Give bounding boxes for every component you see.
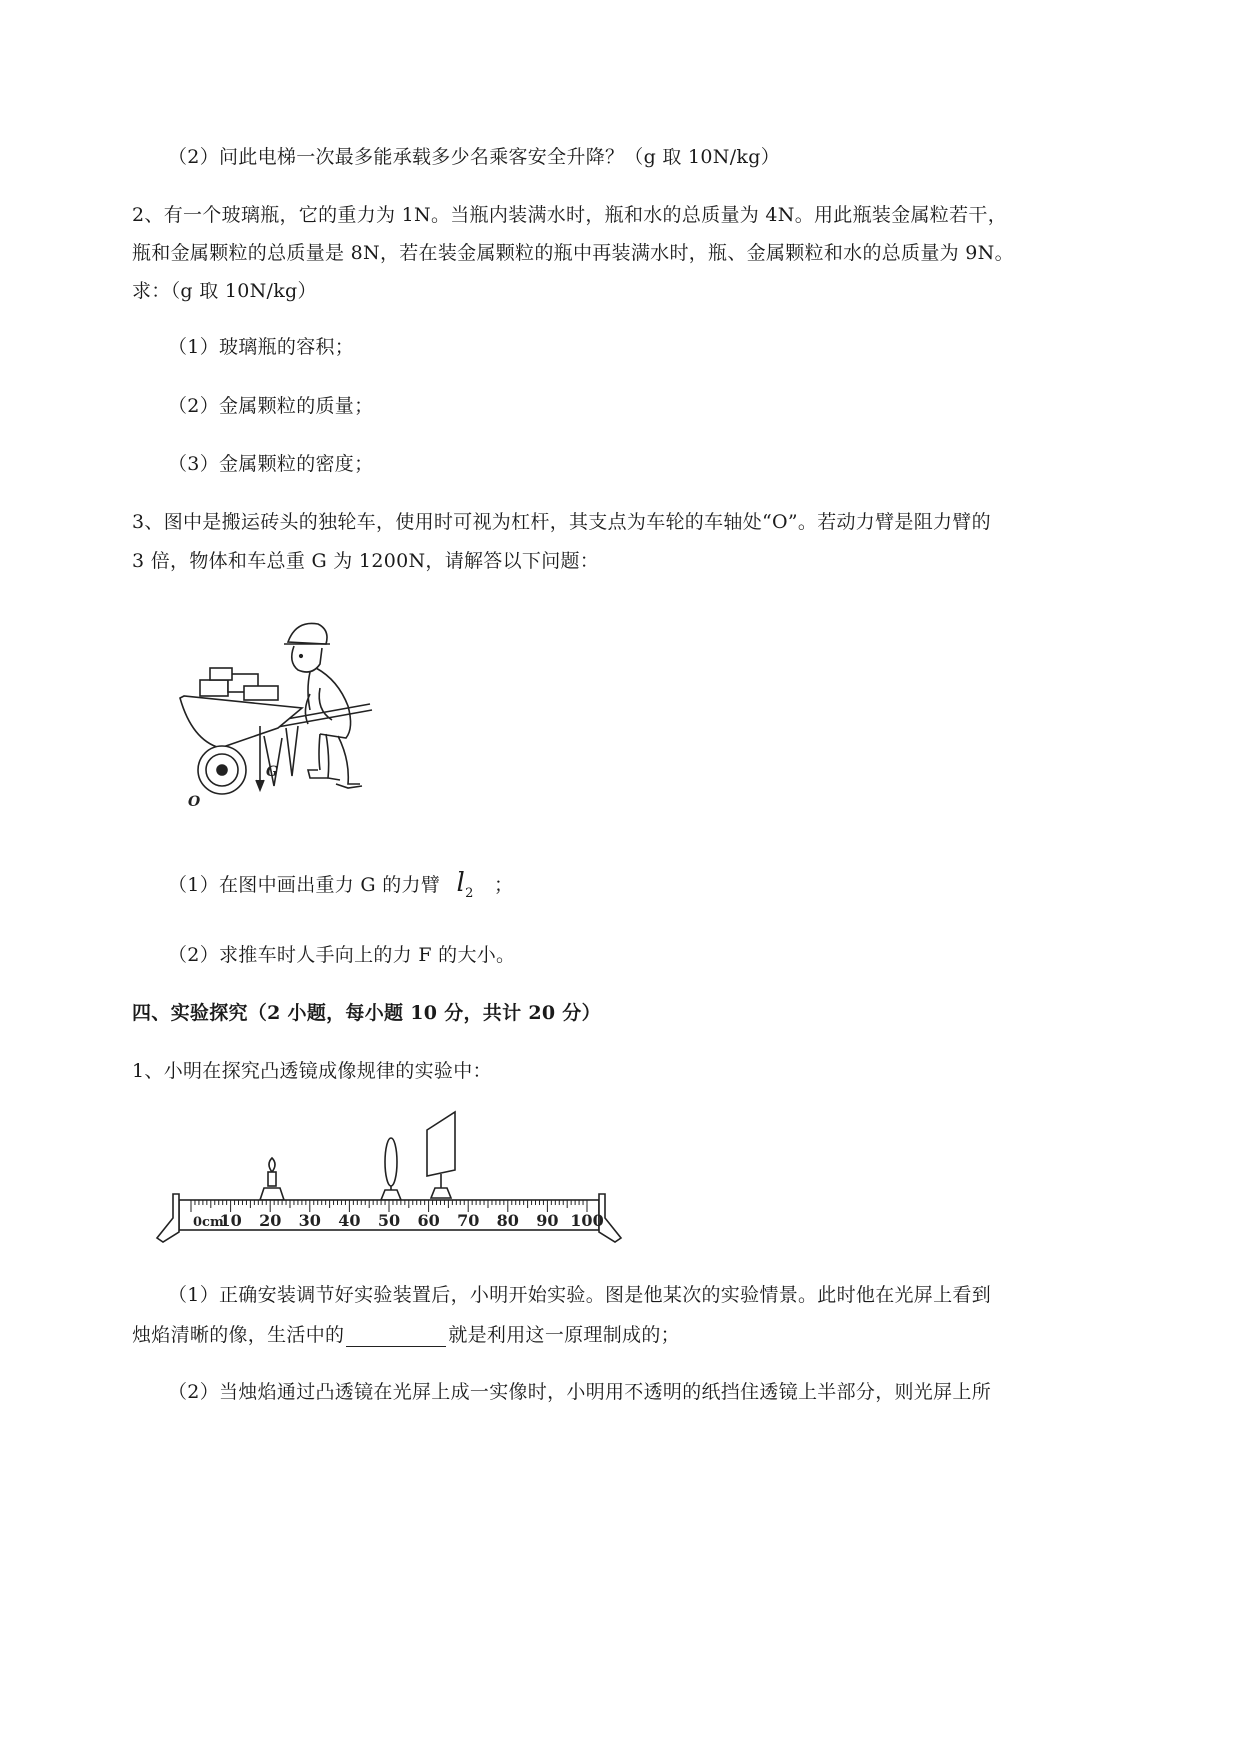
q1-part2: （2）问此电梯一次最多能承载多少名乘客安全升降？（g 取 10N/kg） bbox=[168, 146, 781, 168]
label-g: G bbox=[266, 764, 278, 780]
optical-bench-figure bbox=[155, 1108, 635, 1248]
ruler-label: 70 bbox=[457, 1211, 480, 1230]
part1-line2-end: 就是利用这一原理制成的； bbox=[448, 1324, 680, 1346]
ruler-label: 80 bbox=[496, 1211, 519, 1230]
ruler-label: 40 bbox=[338, 1211, 361, 1230]
s4-q1-part1-line2 bbox=[132, 1320, 680, 1347]
s4-q1-part1-line1: （1）正确安装调节好实验装置后，小明开始实验。图是他某次的实验情景。此时他在光屏上看到 bbox=[168, 1284, 991, 1306]
ruler-label: 50 bbox=[377, 1211, 401, 1230]
q3-stem-line1: 3、图中是搬运砖头的独轮车，使用时可视为杠杆，其支点为车轮的车轴处“O”。若动力臂是阻力臂的 bbox=[132, 511, 991, 533]
q2-part3: （3）金属颗粒的密度； bbox=[168, 453, 374, 475]
wheelbarrow-figure bbox=[170, 610, 390, 820]
q2-part2: （2）金属颗粒的质量； bbox=[168, 395, 374, 417]
q3-part1-text: （1）在图中画出重力 G 的力臂 bbox=[168, 874, 441, 896]
part1-line2-text: 烛焰清晰的像，生活中的 bbox=[132, 1324, 345, 1346]
q2-stem-line3: 求：（g 取 10N/kg） bbox=[132, 280, 317, 302]
ruler-label: 10 bbox=[219, 1211, 242, 1230]
q2-part1: （1）玻璃瓶的容积； bbox=[168, 336, 355, 358]
ruler-label: 100 bbox=[570, 1211, 604, 1230]
q2-stem-line2: 瓶和金属颗粒的总质量是 8N，若在装金属颗粒的瓶中再装满水时，瓶、金属颗粒和水的总质量为 9N。 bbox=[132, 242, 1014, 264]
ruler-label: 0cm bbox=[193, 1215, 224, 1230]
q3-part1-end: ； bbox=[494, 874, 514, 896]
lever-arm-symbol: $l_2$ bbox=[456, 868, 474, 902]
s4-q1-stem: 1、小明在探究凸透镜成像规律的实验中： bbox=[132, 1060, 492, 1082]
q3-stem-line2: 3 倍，物体和车总重 G 为 1200N，请解答以下问题： bbox=[132, 550, 600, 572]
ruler-label: 60 bbox=[417, 1211, 440, 1230]
q2-stem-line1: 2、有一个玻璃瓶，它的重力为 1N。当瓶内装满水时，瓶和水的总质量为 4N。用此瓶装金属粒若干， bbox=[132, 204, 1007, 226]
label-o: O bbox=[188, 794, 201, 810]
section4-heading: 四、实验探究（2 小题，每小题 10 分，共计 20 分） bbox=[132, 1002, 601, 1024]
answer-blank[interactable] bbox=[346, 1328, 446, 1347]
ruler-label: 30 bbox=[298, 1211, 321, 1230]
q3-part2: （2）求推车时人手向上的力 F 的大小。 bbox=[168, 944, 516, 966]
s4-q1-part2-line1: （2）当烛焰通过凸透镜在光屏上成一实像时，小明用不透明的纸挡住透镜上半部分，则光屏上所 bbox=[168, 1381, 991, 1403]
ruler-label: 20 bbox=[259, 1211, 282, 1230]
ruler-label: 90 bbox=[536, 1211, 559, 1230]
q3-part1 bbox=[168, 868, 513, 901]
